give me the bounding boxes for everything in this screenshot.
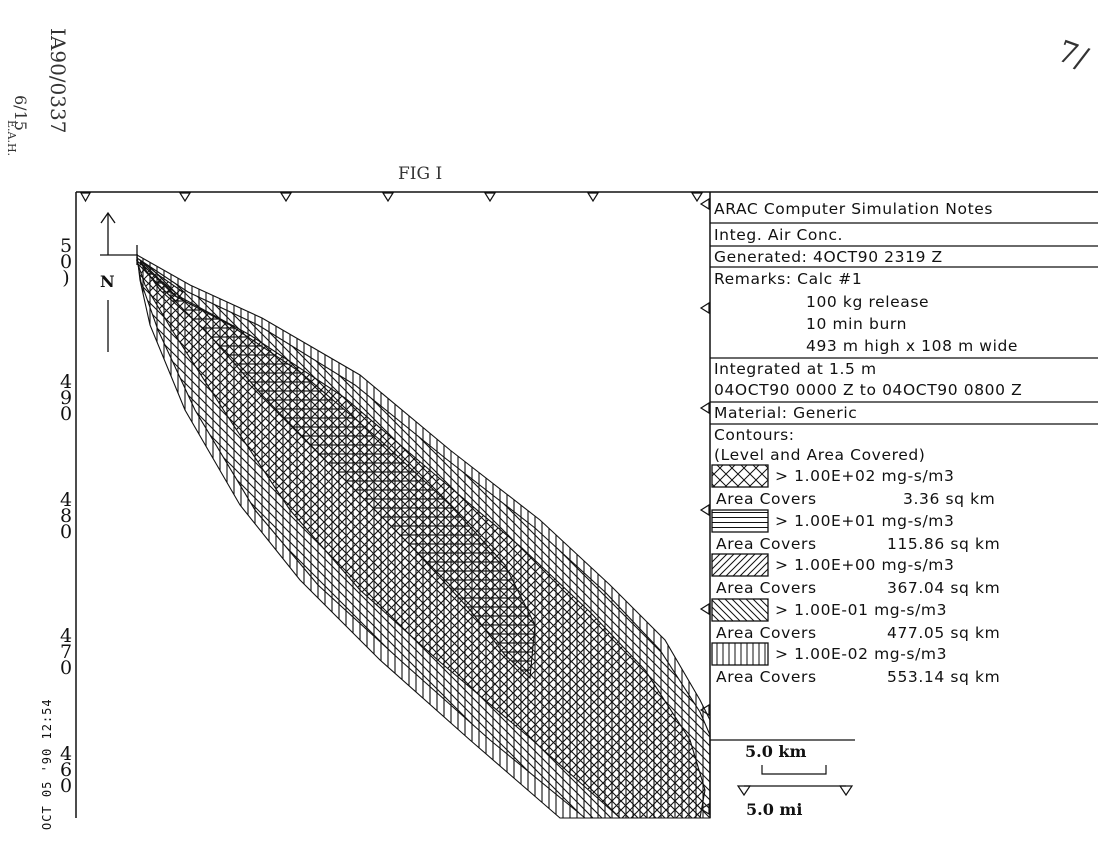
notes-remark-1: 100 kg release [806,293,930,311]
notes-generated: Generated: 4OCT90 2319 Z [714,248,943,266]
y-tick-460: 4 6 0 [59,743,73,797]
document-id: IA90/0337 [46,28,70,134]
legend-area-2: 115.86 sq km [887,535,1001,553]
scale-km-label: 5.0 km [745,742,807,761]
legend-area-5: 553.14 sq km [887,668,1001,686]
notes-remarks-label: Remarks: Calc #1 [714,270,863,288]
notes-remark-2: 10 min burn [806,315,907,333]
legend-level-5: > 1.00E-02 mg-s/m3 [775,645,948,663]
y-tick-470: 4 7 0 [59,625,73,679]
legend-area-3: 367.04 sq km [887,579,1001,597]
legend-area-label-2: Area Covers [716,535,817,553]
legend-area-label-5: Area Covers [716,668,817,686]
plume-contours [137,255,710,818]
top-ticks [81,193,702,201]
legend-area-label-3: Area Covers [716,579,817,597]
notes-integrated-at: Integrated at 1.5 m [714,360,877,378]
notes-material: Material: Generic [714,404,858,422]
legend-area-4: 477.05 sq km [887,624,1001,642]
y-tick-500: 5 0 ) [59,235,73,289]
document-sub-mark: 6/15 [11,95,30,131]
notes-period: 04OCT90 0000 Z to 04OCT90 0800 Z [714,381,1023,399]
notes-remark-3: 493 m high x 108 m wide [806,337,1019,355]
notes-contours-sub: (Level and Area Covered) [714,446,926,464]
notes-quantity: Integ. Air Conc. [714,226,844,244]
figure-label: FIG I [398,164,443,184]
legend-area-label-1: Area Covers [716,490,817,508]
scale-bar [738,765,852,795]
legend-level-1: > 1.00E+02 mg-s/m3 [775,467,955,485]
scale-mi-label: 5.0 mi [746,800,803,819]
y-tick-490: 4 9 0 [59,371,73,425]
legend-level-2: > 1.00E+01 mg-s/m3 [775,512,955,530]
legend-level-3: > 1.00E+00 mg-s/m3 [775,556,955,574]
notes-title: ARAC Computer Simulation Notes [714,200,994,218]
y-tick-480: 4 8 0 [59,489,73,543]
document-initials: E.A.H. [5,120,18,157]
page-mark: 7/ [1052,34,1093,77]
legend-area-1: 3.36 sq km [903,490,996,508]
fax-timestamp: OCT 05 '90 12:54 [40,698,54,830]
legend-level-4: > 1.00E-01 mg-s/m3 [775,601,948,619]
legend-area-label-4: Area Covers [716,624,817,642]
north-label: N [100,272,115,291]
notes-contours-label: Contours: [714,426,795,444]
